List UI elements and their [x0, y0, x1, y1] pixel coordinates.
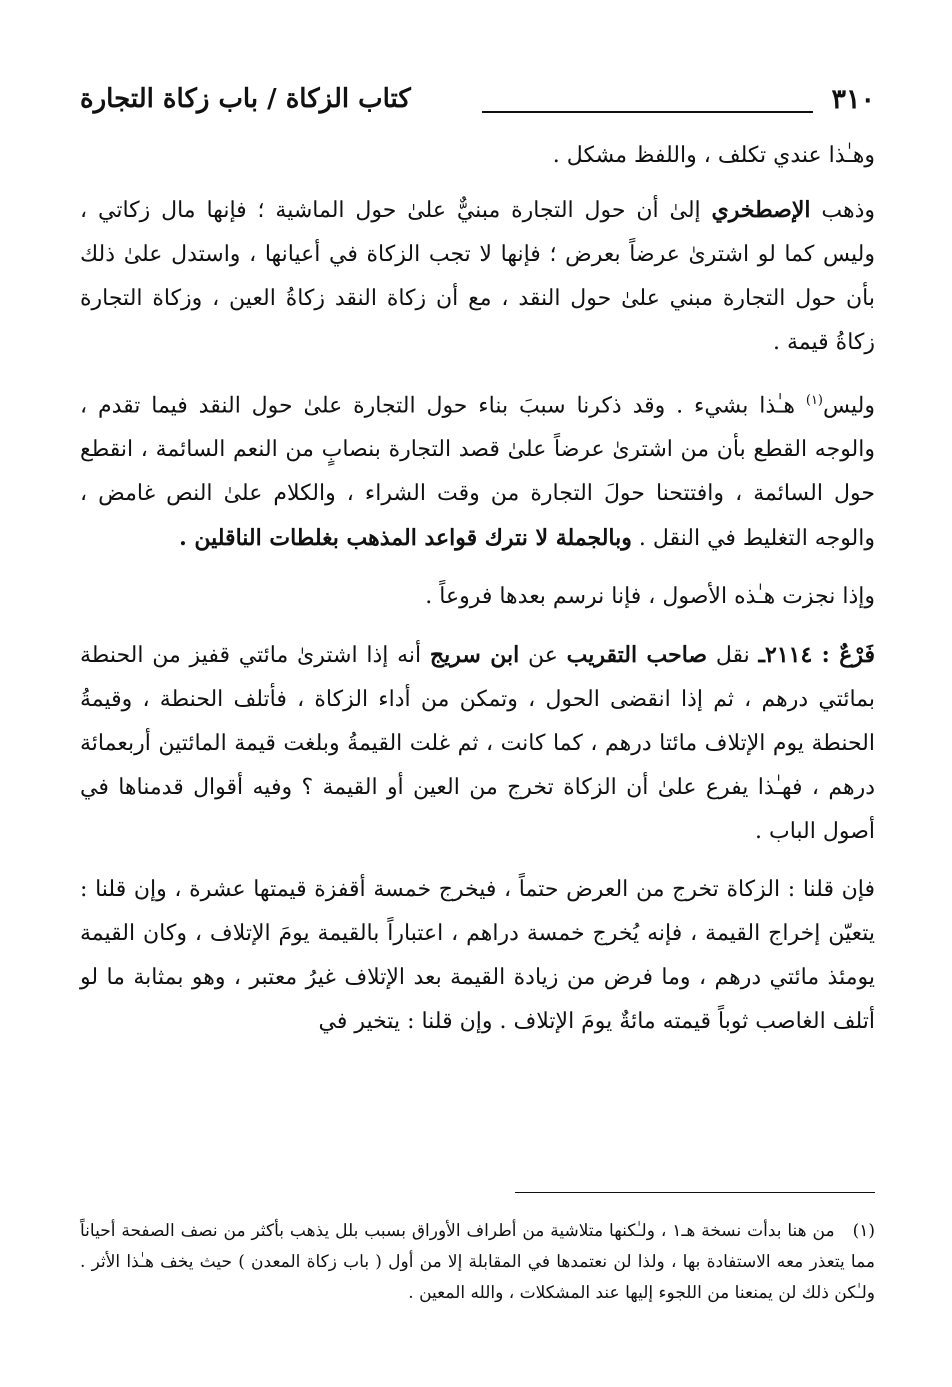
section-number: فَرْعٌ : ٢١١٤ـ: [758, 642, 876, 669]
book-page: [80, 80, 876, 1303]
page-header: [80, 80, 875, 122]
paragraph-1: وهـٰذا عندي تكلف ، واللفظ مشكل .: [552, 143, 875, 168]
footnote-ref[interactable]: (١): [805, 393, 823, 408]
name-istakhri: الإصطخري: [711, 197, 811, 223]
footnote-text: من هنا بدأت نسخة هـ١ ، ولـٰكنها متلاشية من أطراف الأوراق بسبب بلل يذهب بأكثر من نصف الصفحة أحياناً مما يتعذر معه الاستفادة بها ، ولذا لن نعتمدها في المقابلة إلا من أول ( باب زكاة المعدن ) حيث يخف هـٰذا الأثر . ولـٰكن ذلك لن يمنعنا من اللجوء إليها عند المشكلات ، والله المعين .: [80, 1221, 875, 1303]
paragraph-3: وليس$^{(١)}$ هـٰذا بشيء . وقد ذكرنا سببَ بناء حول التجارة علىٰ حول النقد فيما تقدم ، والوجه القطع بأن من اشترىٰ عرضاً علىٰ قصد التجارة بنصابٍ من النعم السائمة ، انقطع حول السائمة ، وافتتحنا حولَ التجارة من وقت الشراء ، والكلام علىٰ النص غامض ، والوجه التغليط في النقل . وبالجملة لا نترك قواعد المذهب بغلطات الناقلين .: [80, 393, 876, 552]
paragraph-5: فَرْعٌ : ٢١١٤ـ نقل صاحب التقريب عن ابن سريج أنه إذا اشترىٰ مائتي قفيز من الحنطة بمائتي درهم ، ثم إذا انقضى الحول ، وتمكن من أداء الزكاة ، فأتلف الحنطة ، وقيمةُ الحنطة يوم الإتلاف مائتا درهم ، كما كانت ، ثم غلت القيمةُ وبلغت قيمة المائتين أربعمائة درهم ، فهـٰذا يفرع علىٰ أن الزكاة تخرج من العين أو القيمة ؟ وفيه أقوال قدمناها في أصول الباب .: [80, 642, 876, 845]
name-ibn-surayj: ابن سريج: [429, 642, 520, 669]
footnote-rule: [515, 1192, 875, 1193]
name-author: صاحب التقريب: [566, 642, 708, 669]
bold-conclusion: وبالجملة لا نترك قواعد المذهب بغلطات الناقلين .: [179, 525, 632, 552]
main-text: [80, 134, 875, 1058]
footnote-mark: (١): [852, 1221, 875, 1241]
running-title: كتاب الزكاة / باب زكاة التجارة: [80, 84, 411, 114]
paragraph-2: وذهب الإصطخري إلىٰ أن حول التجارة مبنيٌّ علىٰ حول الماشية ؛ فإنها مال زكاتي ، وليس كما لو اشترىٰ عرضاً بعرض ؛ فإنها لا تجب الزكاة في أعيانها ، واستدل علىٰ ذلك بأن حول التجارة مبني علىٰ حول النقد ، مع أن زكاة النقد زكاةُ العين ، وزكاة التجارة زكاةُ قيمة .: [80, 197, 876, 355]
header-rule: [482, 111, 813, 113]
paragraph-4: وإذا نجزت هـٰذه الأصول ، فإنا نرسم بعدها فروعاً .: [425, 584, 875, 610]
footnote-1: [80, 1216, 875, 1309]
footnotes: [80, 1216, 875, 1309]
paragraph-6: فإن قلنا : الزكاة تخرج من العرض حتماً ، فيخرج خمسة أقفزة قيمتها عشرة ، وإن قلنا : يتعيّن إخراج القيمة ، فإنه يُخرج خمسة دراهم ، اعتباراً بالقيمة يومَ الإتلاف ، وكان القيمة يومئذ مائتي درهم ، وما فرض من زيادة القيمة بعد الإتلاف غيرُ معتبر ، وهو بمثابة ما لو أتلف الغاصب ثوباً قيمته مائةٌ يومَ الإتلاف . وإن قلنا : يتخير في: [80, 877, 875, 1035]
page-number: ٣١٠: [831, 84, 875, 115]
